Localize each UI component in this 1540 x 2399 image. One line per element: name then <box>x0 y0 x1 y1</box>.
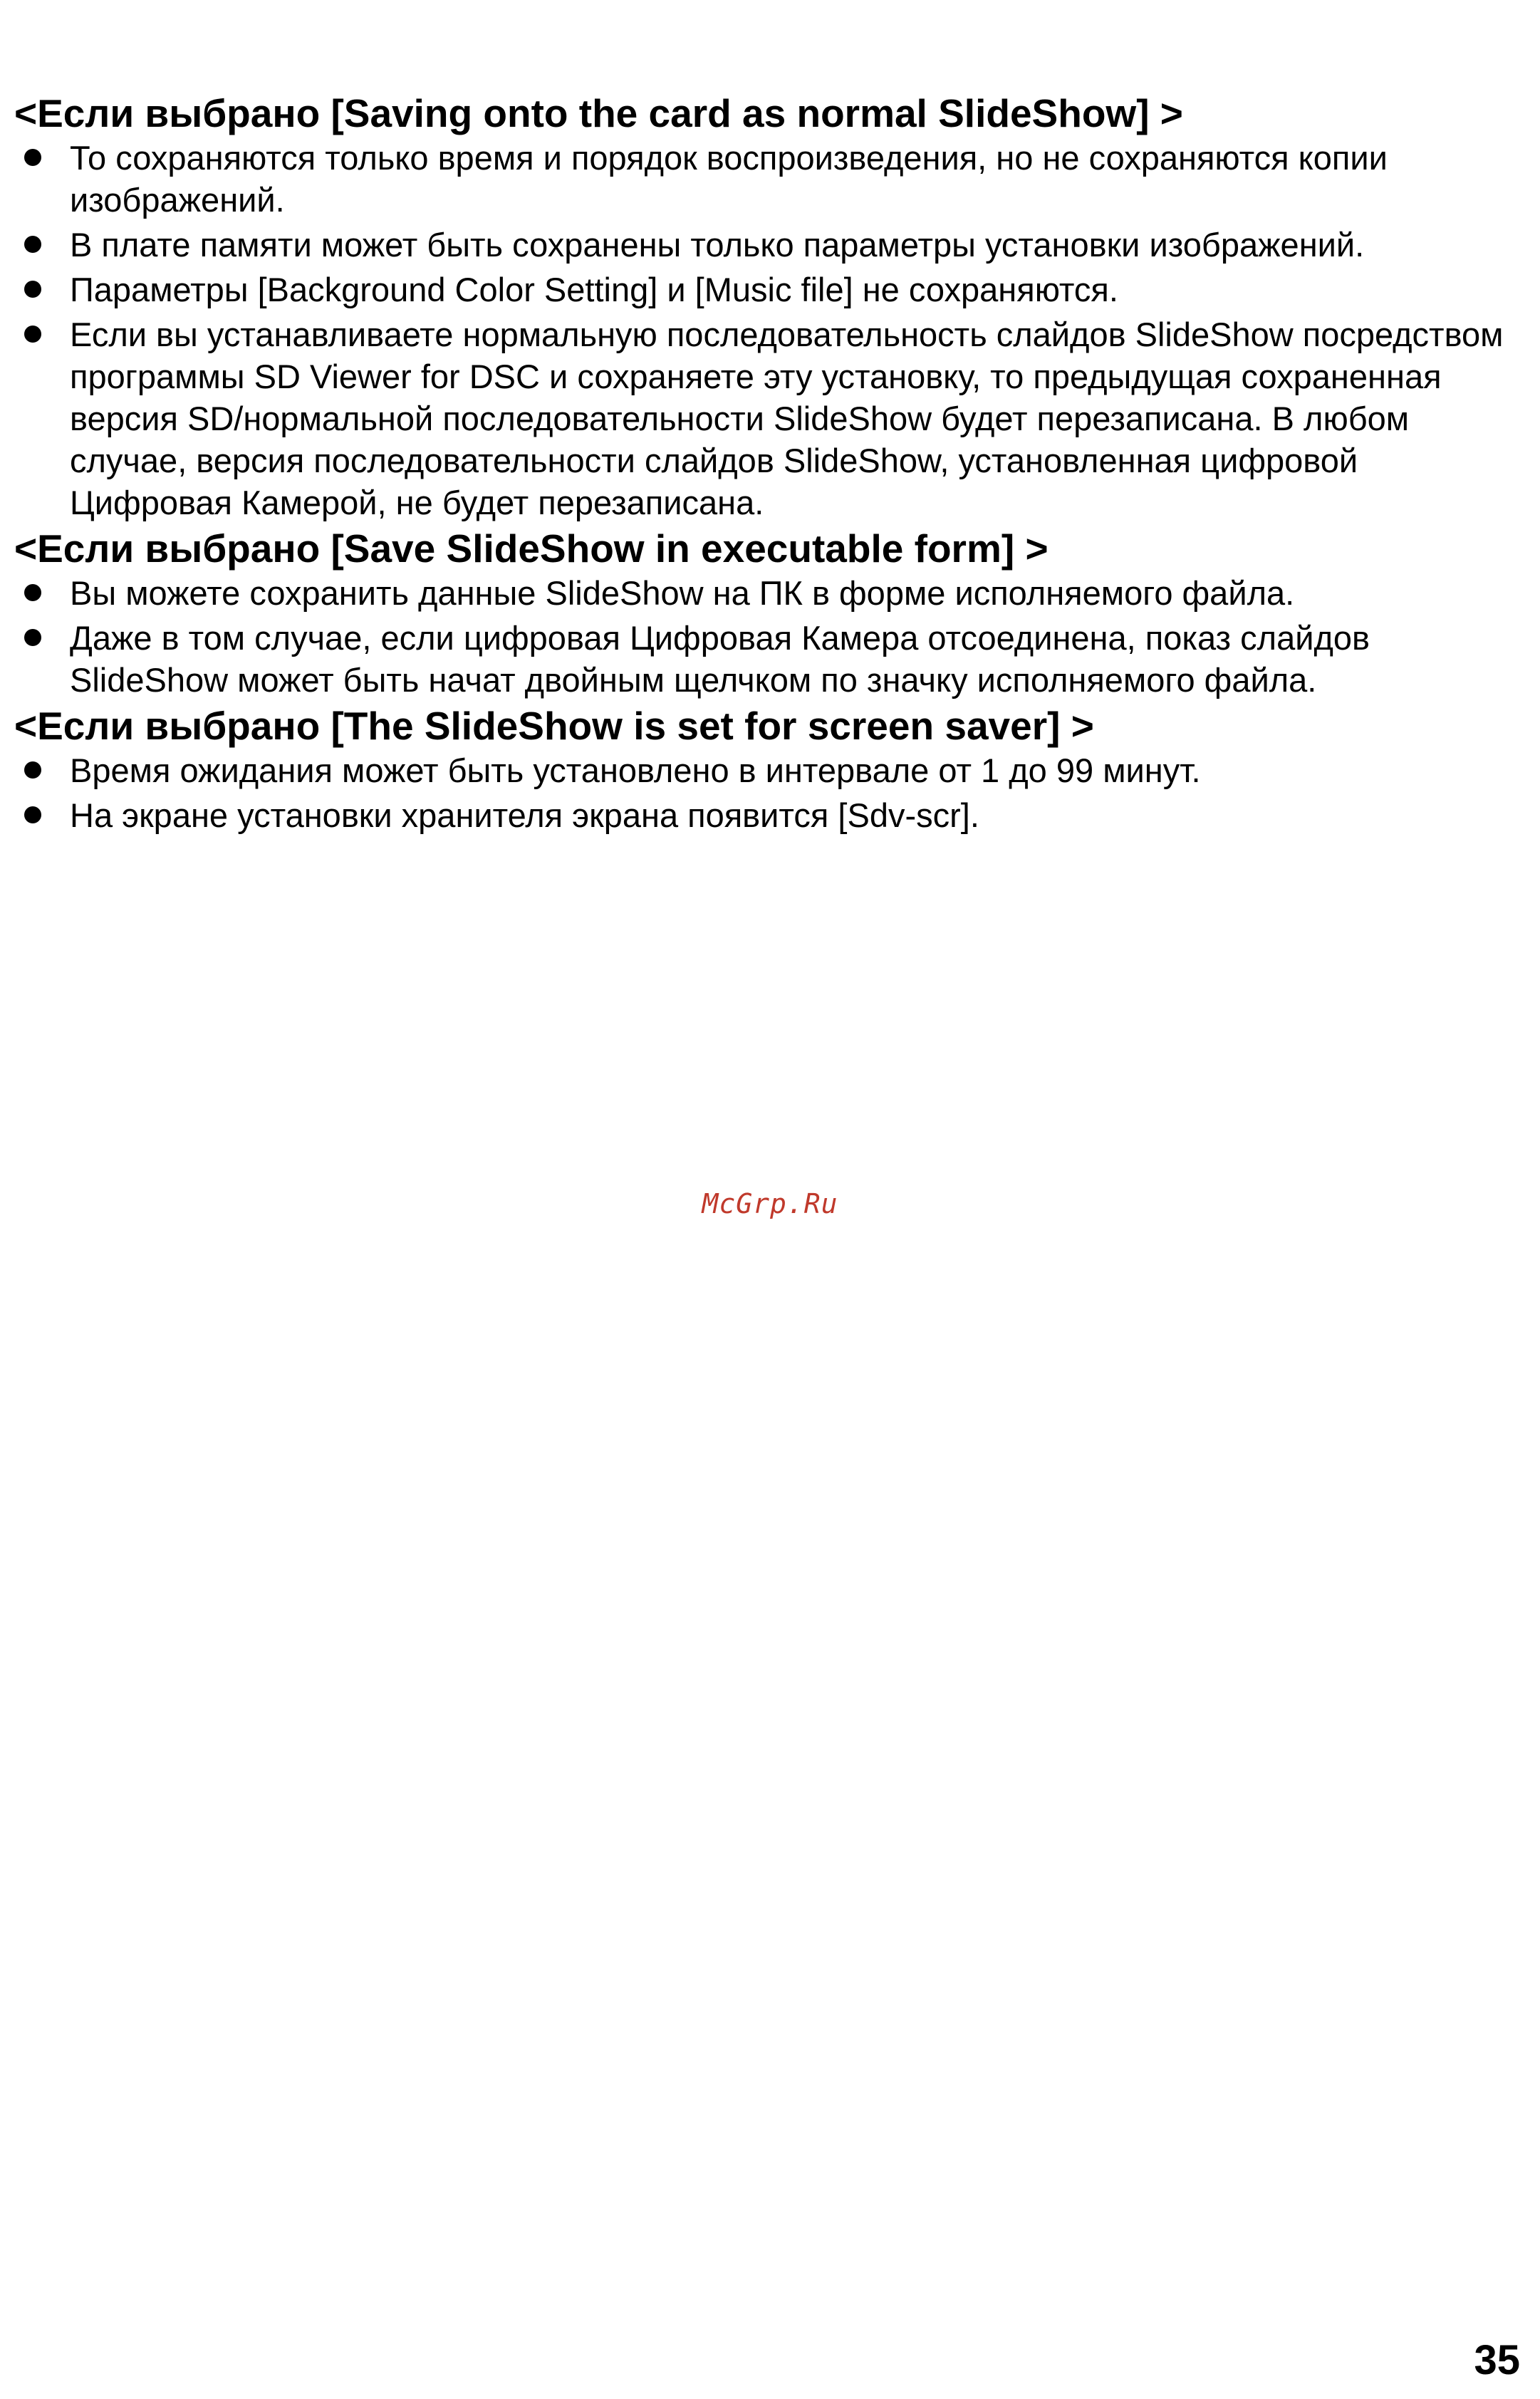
bullet-icon <box>24 584 41 601</box>
list-item-text: Если вы устанавливаете нормальную последовательность слайдов SlideShow посредством программы SD Viewer for DSC и сохраняете эту установку, то предыдущая сохраненная версия SD/нормальной последовательности SlideShow будет перезаписана. В любом случае, версия последовательности слайдов SlideShow, установленная цифровой Цифровая Камерой, не будет перезаписана. <box>70 316 1504 521</box>
list-item <box>14 794 1517 836</box>
section-heading: <Если выбрано [The SlideShow is set for screen saver] > <box>14 704 1094 748</box>
list-item-text: На экране установки хранителя экрана появится [Sdv-scr]. <box>70 796 979 834</box>
list-item <box>14 137 1517 221</box>
section-heading: <Если выбрано [Saving onto the card as normal SlideShow] > <box>14 91 1183 135</box>
list-item-text: В плате памяти может быть сохранены только параметры установки изображений. <box>70 226 1365 264</box>
bullet-icon <box>24 326 41 343</box>
list-item-text: То сохраняются только время и порядок воспроизведения, но не сохраняются копии изображений. <box>70 139 1388 219</box>
watermark: McGrp.Ru <box>702 1188 838 1219</box>
list-item-text: Даже в том случае, если цифровая Цифровая Камера отсоединена, показ слайдов SlideShow может быть начат двойным щелчком по значку исполняемого файла. <box>70 619 1370 699</box>
list-item <box>14 572 1517 614</box>
list-item <box>14 617 1517 701</box>
bullet-icon <box>24 761 41 779</box>
list-item <box>14 269 1517 311</box>
bullet-icon <box>24 806 41 823</box>
list-item-text: Вы можете сохранить данные SlideShow на ПК в форме исполняемого файла. <box>70 574 1295 612</box>
list-item-text: Параметры [Background Color Setting] и [Music file] не сохраняются. <box>70 271 1118 308</box>
list-item <box>14 749 1517 791</box>
bullet-list <box>14 572 1517 701</box>
list-item <box>14 224 1517 266</box>
page-number: 35 <box>1474 2337 1520 2383</box>
bullet-list <box>14 749 1517 836</box>
list-item-text: Время ожидания может быть установлено в интервале от 1 до 99 минут. <box>70 751 1201 789</box>
document-body <box>14 91 1517 839</box>
bullet-icon <box>24 236 41 253</box>
section-heading: <Если выбрано [Save SlideShow in executable form] > <box>14 526 1049 571</box>
bullet-icon <box>24 281 41 298</box>
bullet-icon <box>24 629 41 646</box>
bullet-list <box>14 137 1517 524</box>
list-item <box>14 313 1517 524</box>
bullet-icon <box>24 149 41 166</box>
